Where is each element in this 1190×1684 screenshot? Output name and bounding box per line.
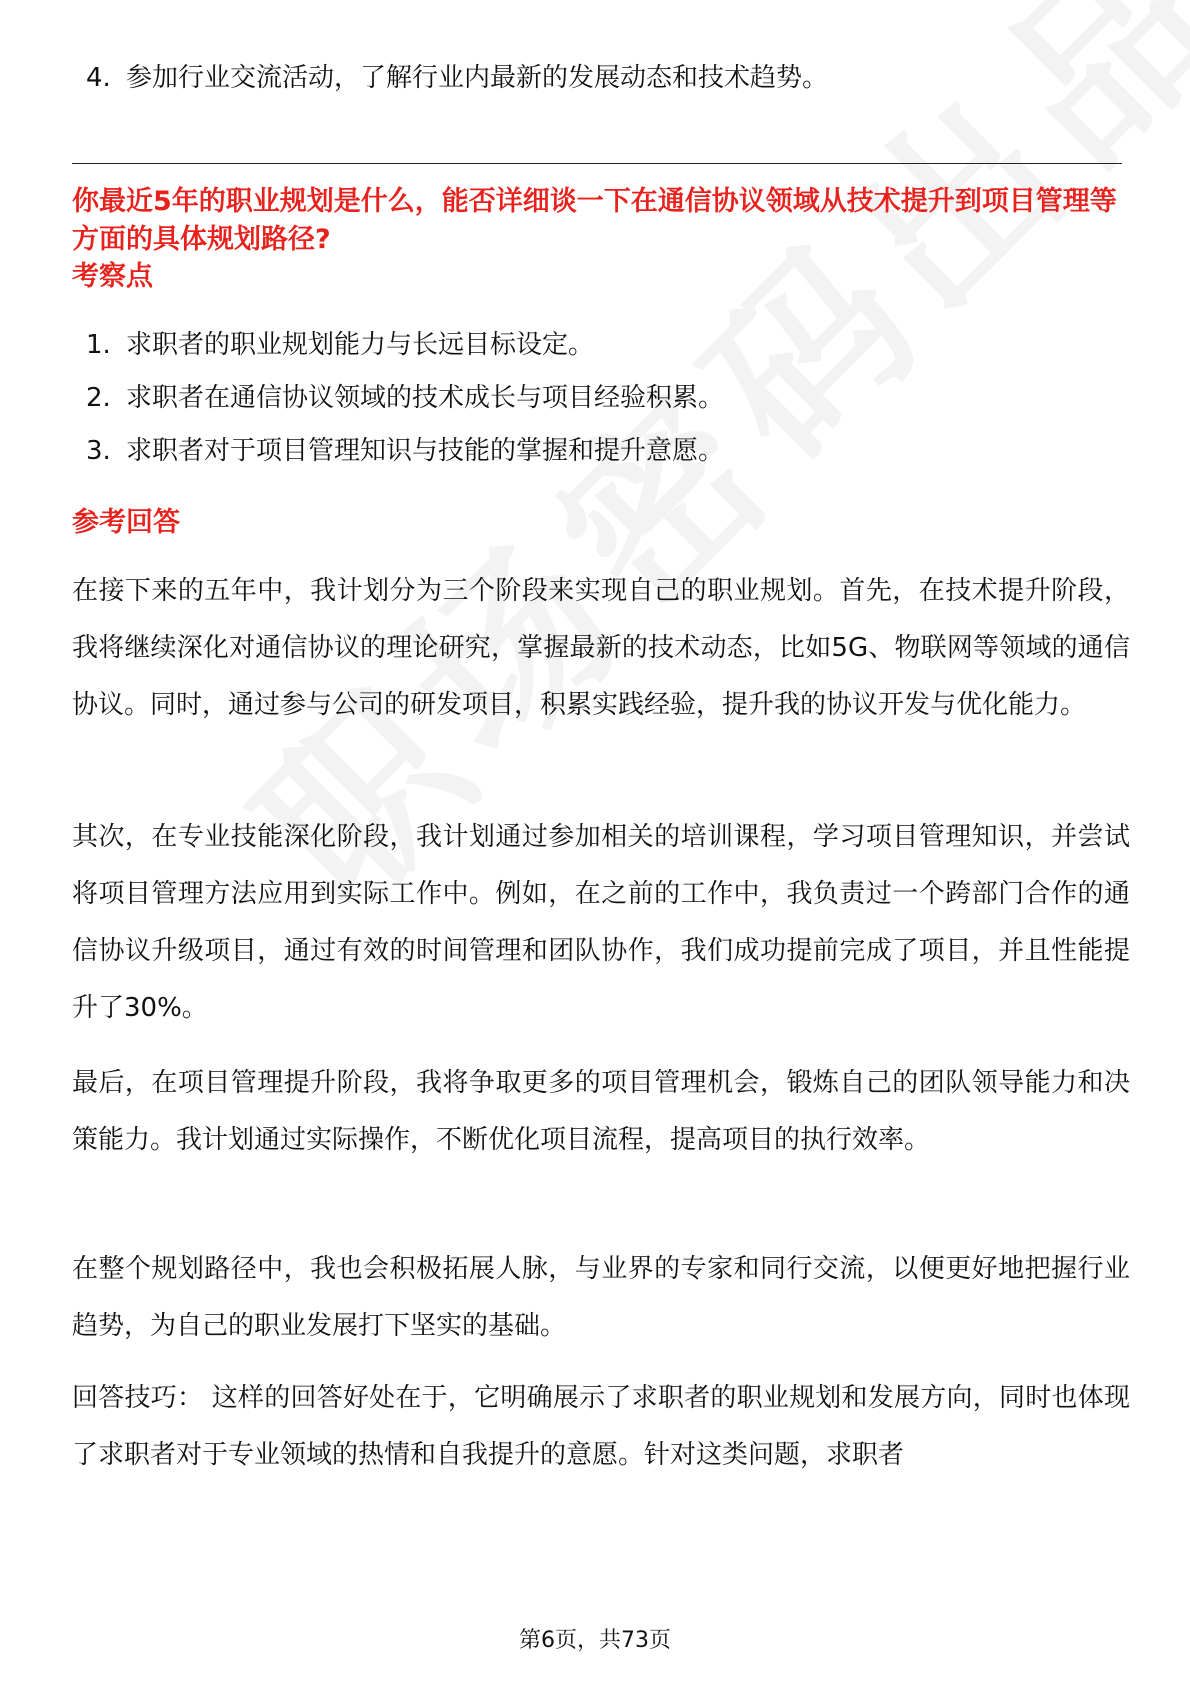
answer-tips-paragraph: 回答技巧： 这样的回答好处在于，它明确展示了求职者的职业规划和发展方向，同时也体现了求职者对于专业领域的热情和自我提升的意愿。针对这类问题，求职者 (72, 1383, 1130, 1470)
list-item-text: 参加行业交流活动，了解行业内最新的发展动态和技术趋势。 (126, 63, 829, 93)
key-point-item (86, 327, 594, 363)
list-item (86, 60, 828, 96)
key-point-number: 2. (86, 383, 111, 413)
answer-paragraph: 其次，在专业技能深化阶段，我计划通过参加相关的培训课程，学习项目管理知识，并尝试将项目管理方法应用到实际工作中。例如，在之前的工作中，我负责过一个跨部门合作的通信协议升级项目，通过有效的时间管理和团队协作，我们成功提前完成了项目，并且性能提升了30%。 (72, 822, 1130, 1023)
answer-paragraph: 在接下来的五年中，我计划分为三个阶段来实现自己的职业规划。首先，在技术提升阶段，我将继续深化对通信协议的理论研究，掌握最新的技术动态，比如5G、物联网等领域的通信协议。同时，通过参与公司的研发项目，积累实践经验，提升我的协议开发与优化能力。 (72, 576, 1130, 720)
reference-answer-heading: 参考回答 (72, 507, 180, 538)
key-point-text: 求职者在通信协议领域的技术成长与项目经验积累。 (126, 383, 725, 413)
key-point-text: 求职者的职业规划能力与长远目标设定。 (126, 330, 595, 360)
answer-paragraph: 在整个规划路径中，我也会积极拓展人脉，与业界的专家和同行交流，以便更好地把握行业趋势，为自己的职业发展打下坚实的基础。 (72, 1254, 1130, 1341)
section-divider (72, 163, 1122, 164)
key-point-item (86, 380, 724, 416)
key-point-number: 1. (86, 330, 111, 360)
key-point-item (86, 433, 724, 469)
list-item-number: 4. (86, 63, 111, 93)
answer-paragraph: 最后，在项目管理提升阶段，我将争取更多的项目管理机会，锻炼自己的团队领导能力和决策能力。我计划通过实际操作，不断优化项目流程，提高项目的执行效率。 (72, 1068, 1130, 1155)
interview-question: 你最近5年的职业规划是什么，能否详细谈一下在通信协议领域从技术提升到项目管理等方面的具体规划路径? (72, 186, 1117, 255)
key-point-text: 求职者对于项目管理知识与技能的掌握和提升意愿。 (126, 436, 725, 466)
page-number: 第6页，共73页 (519, 1628, 671, 1653)
key-point-number: 3. (86, 436, 111, 466)
key-points-heading: 考察点 (72, 261, 153, 292)
